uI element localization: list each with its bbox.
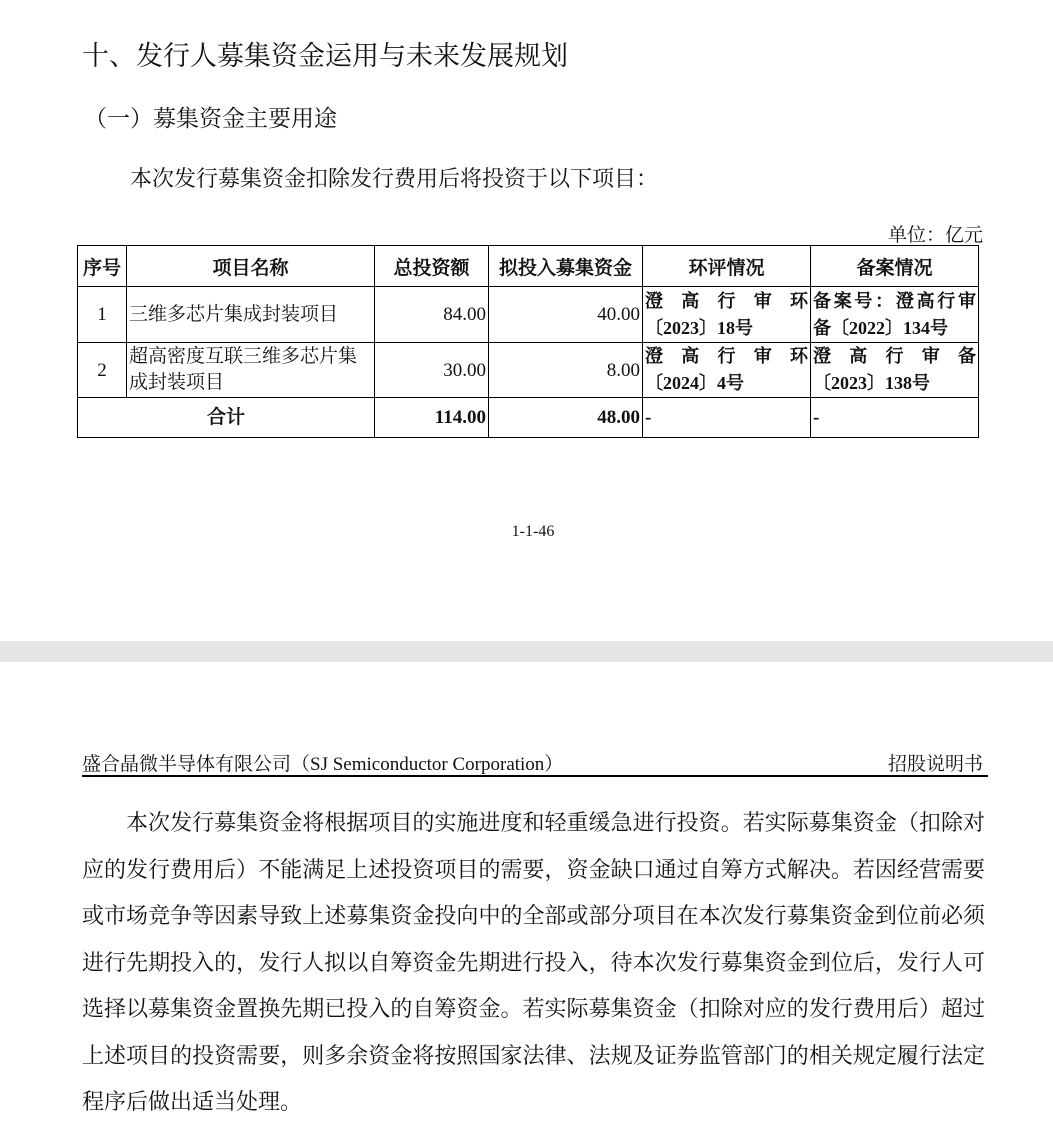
env-line: 澄高行审环 bbox=[645, 346, 808, 366]
filing-line: 〔2023〕138号 bbox=[813, 373, 930, 393]
row-raised: 40.00 bbox=[489, 287, 643, 343]
row-raised: 8.00 bbox=[489, 343, 643, 398]
row-filing bbox=[811, 343, 979, 398]
table-header-row bbox=[78, 246, 979, 287]
row-name: 超高密度互联三维多芯片集成封装项目 bbox=[127, 343, 375, 398]
row-total: 84.00 bbox=[375, 287, 489, 343]
col-header: 总投资额 bbox=[375, 246, 489, 287]
subsection-title: （一）募集资金主要用途 bbox=[84, 106, 337, 131]
row-name: 三维多芯片集成封装项目 bbox=[127, 287, 375, 343]
filing-line: 备案号：澄高行审 bbox=[813, 290, 976, 311]
col-header: 备案情况 bbox=[811, 246, 979, 287]
table-total-row bbox=[78, 398, 979, 438]
paragraph-text: 本次发行募集资金将根据项目的实施进度和轻重缓急进行投资。若实际募集资金（扣除对应的发行费用后）不能满足上述投资项目的需要，资金缺口通过自筹方式解决。若因经营需要或市场竞争等因素导致上述募集资金投向中的全部或部分项目在本次发行募集资金到位前必须进行先期投入的，发行人拟以自筹资金先期进行投入，待本次发行募集资金到位后，发行人可选择以募集资金置换先期已投入的自筹资金。若实际募集资金（扣除对应的发行费用后）超过上述项目的投资需要，则多余资金将按照国家法律、法规及证券监管部门的相关规定履行法定程序后做出适当处理。 bbox=[82, 810, 985, 1114]
filing-line: 备〔2022〕134号 bbox=[813, 317, 948, 338]
header-rule bbox=[82, 775, 988, 777]
total-filing: - bbox=[811, 398, 979, 438]
table-row bbox=[78, 287, 979, 343]
page-separator bbox=[0, 641, 1053, 662]
total-env: - bbox=[643, 398, 811, 438]
total-label: 合计 bbox=[78, 398, 375, 438]
table-row bbox=[78, 343, 979, 398]
row-filing bbox=[811, 287, 979, 343]
row-no: 2 bbox=[78, 343, 127, 398]
col-header: 拟投入募集资金 bbox=[489, 246, 643, 287]
row-no: 1 bbox=[78, 287, 127, 343]
page-header-doc: 招股说明书 bbox=[887, 754, 983, 775]
col-header: 环评情况 bbox=[643, 246, 811, 287]
section-title: 十、发行人募集资金运用与未来发展规划 bbox=[82, 41, 568, 71]
env-line: 〔2023〕18号 bbox=[645, 317, 753, 338]
row-env bbox=[643, 343, 811, 398]
env-line: 澄高行审环 bbox=[645, 290, 808, 311]
filing-line: 澄高行审备 bbox=[813, 346, 976, 366]
col-header: 序号 bbox=[78, 246, 127, 287]
col-header: 项目名称 bbox=[127, 246, 375, 287]
page-number: 1-1-46 bbox=[511, 523, 555, 540]
env-line: 〔2024〕4号 bbox=[645, 373, 744, 393]
projects-table bbox=[77, 245, 979, 438]
page-header-company: 盛合晶微半导体有限公司（SJ Semiconductor Corporation） bbox=[82, 754, 564, 775]
body-paragraph bbox=[82, 800, 985, 1126]
total-raised: 48.00 bbox=[489, 398, 643, 438]
total-total: 114.00 bbox=[375, 398, 489, 438]
unit-label: 单位：亿元 bbox=[887, 225, 983, 246]
row-env bbox=[643, 287, 811, 343]
intro-text: 本次发行募集资金扣除发行费用后将投资于以下项目： bbox=[130, 166, 659, 191]
row-total: 30.00 bbox=[375, 343, 489, 398]
